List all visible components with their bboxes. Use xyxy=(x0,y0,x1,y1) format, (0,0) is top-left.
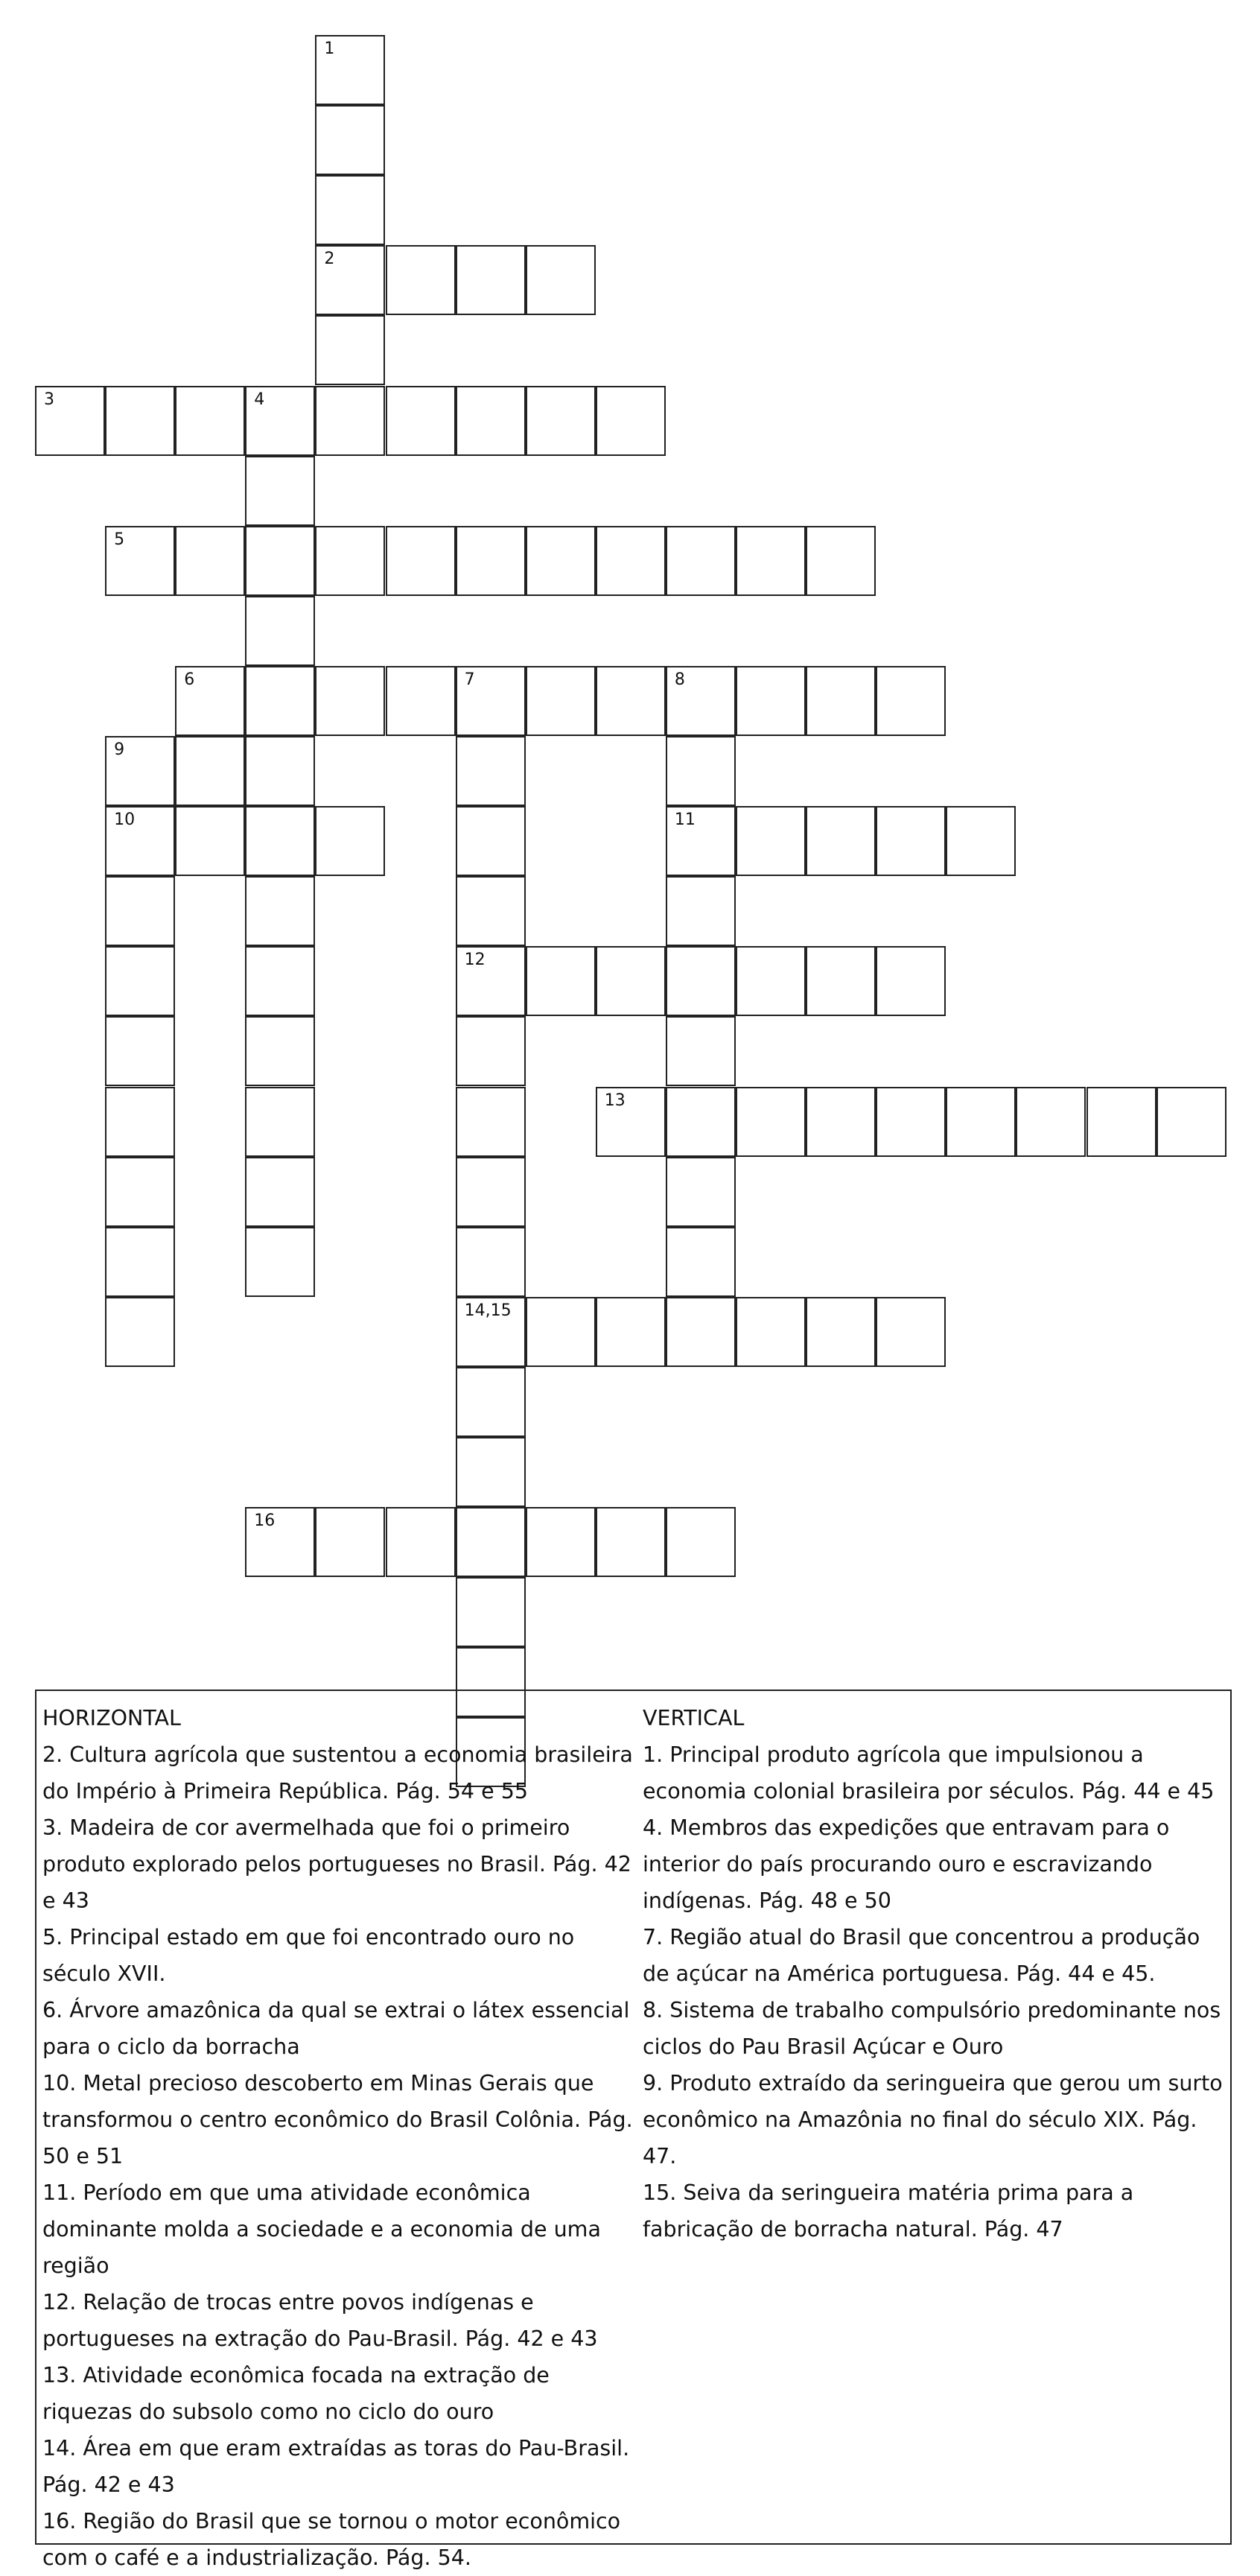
crossword-cell[interactable] xyxy=(456,946,526,1016)
crossword-cell[interactable] xyxy=(876,806,946,876)
crossword-cell[interactable] xyxy=(105,876,175,946)
clue-number: 5 xyxy=(114,530,125,549)
crossword-cell[interactable] xyxy=(315,245,385,315)
crossword-cell[interactable] xyxy=(456,1227,526,1297)
crossword-cell[interactable] xyxy=(315,386,385,456)
crossword-cell[interactable] xyxy=(806,1087,876,1157)
clue-number: 10 xyxy=(114,810,136,830)
clue-number: 16 xyxy=(254,1511,276,1531)
crossword-cell[interactable] xyxy=(456,526,526,596)
clue-h-16: 16. Região do Brasil que se tornou o motor econômico com o café e a industrialização. Pág. 54. xyxy=(42,2509,621,2570)
clue-v-1: 1. Principal produto agrícola que impulsionou a economia colonial brasileira por séculos. Pág. 44 e 45 xyxy=(643,1742,1215,1803)
crossword-cell[interactable] xyxy=(666,526,736,596)
crossword-cell[interactable] xyxy=(245,806,315,876)
crossword-cell[interactable] xyxy=(1156,1087,1226,1157)
crossword-cell[interactable] xyxy=(526,526,596,596)
crossword-cell[interactable] xyxy=(245,386,315,456)
crossword-cell[interactable] xyxy=(105,1087,175,1157)
clue-v-4: 4. Membros das expedições que entravam para o interior do país procurando ouro e escravizando indígenas. Pág. 48 e 50 xyxy=(643,1815,1170,1913)
crossword-cell[interactable] xyxy=(386,526,456,596)
crossword-cell[interactable] xyxy=(105,1157,175,1227)
clue-v-8: 8. Sistema de trabalho compulsório predominante nos ciclos do Pau Brasil Açúcar e Ouro xyxy=(643,1998,1221,2059)
crossword-cell[interactable] xyxy=(105,946,175,1016)
vertical-clues xyxy=(643,1700,1231,2247)
clue-h-11: 11. Período em que uma atividade econômica dominante molda a sociedade e a economia de uma região xyxy=(42,2180,601,2278)
crossword-cell[interactable] xyxy=(105,1227,175,1297)
crossword-cell[interactable] xyxy=(386,1507,456,1577)
crossword-cell[interactable] xyxy=(175,736,245,806)
crossword-cell[interactable] xyxy=(596,526,666,596)
crossword-cell[interactable] xyxy=(666,1507,736,1577)
crossword-cell[interactable] xyxy=(666,1297,736,1367)
crossword-cell[interactable] xyxy=(245,526,315,596)
crossword-cell[interactable] xyxy=(456,1437,526,1507)
crossword-cell[interactable] xyxy=(876,666,946,736)
crossword-cell[interactable] xyxy=(526,1507,596,1577)
crossword-cell[interactable] xyxy=(596,666,666,736)
crossword-cell[interactable] xyxy=(526,245,596,315)
crossword-cell[interactable] xyxy=(456,736,526,806)
crossword-cell[interactable] xyxy=(736,666,806,736)
crossword-cell[interactable] xyxy=(596,1297,666,1367)
crossword-cell[interactable] xyxy=(105,806,175,876)
crossword-cell[interactable] xyxy=(386,386,456,456)
crossword-cell[interactable] xyxy=(806,526,876,596)
crossword-cell[interactable] xyxy=(736,1087,806,1157)
clue-number: 2 xyxy=(324,250,335,269)
crossword-cell[interactable] xyxy=(105,386,175,456)
crossword-cell[interactable] xyxy=(666,876,736,946)
crossword-cell[interactable] xyxy=(175,526,245,596)
crossword-cell[interactable] xyxy=(736,1297,806,1367)
crossword-cell[interactable] xyxy=(245,876,315,946)
crossword-cell[interactable] xyxy=(666,736,736,806)
crossword-cell[interactable] xyxy=(1086,1087,1156,1157)
crossword-cell[interactable] xyxy=(105,526,175,596)
crossword-cell[interactable] xyxy=(876,946,946,1016)
crossword-cell[interactable] xyxy=(666,1227,736,1297)
crossword-cell[interactable] xyxy=(666,806,736,876)
crossword-cell[interactable] xyxy=(386,666,456,736)
vertical-title: VERTICAL xyxy=(643,1706,745,1730)
crossword-cell[interactable] xyxy=(946,1087,1016,1157)
crossword-cell[interactable] xyxy=(245,456,315,526)
crossword-cell[interactable] xyxy=(105,1016,175,1086)
crossword-cell[interactable] xyxy=(596,386,666,456)
crossword-cell[interactable] xyxy=(1016,1087,1086,1157)
crossword-cell[interactable] xyxy=(456,1157,526,1227)
horizontal-clues xyxy=(42,1700,638,2576)
crossword-cell[interactable] xyxy=(245,736,315,806)
crossword-cell[interactable] xyxy=(666,1016,736,1086)
crossword-cell[interactable] xyxy=(456,245,526,315)
clue-number: 12 xyxy=(464,951,486,970)
crossword-cell[interactable] xyxy=(456,1577,526,1647)
clue-h-12: 12. Relação de trocas entre povos indígenas e portugueses na extração do Pau-Brasil. Pág. 42 e 43 xyxy=(42,2290,598,2351)
crossword-cell[interactable] xyxy=(666,946,736,1016)
crossword-cell[interactable] xyxy=(526,1297,596,1367)
crossword-cell[interactable] xyxy=(245,946,315,1016)
clue-v-7: 7. Região atual do Brasil que concentrou a produção de açúcar na América portuguesa. Pág. 44 e 45. xyxy=(643,1925,1200,1986)
crossword-cell[interactable] xyxy=(806,1297,876,1367)
crossword-cell[interactable] xyxy=(315,526,385,596)
crossword-cell[interactable] xyxy=(175,666,245,736)
crossword-cell[interactable] xyxy=(666,1087,736,1157)
crossword-cell[interactable] xyxy=(946,806,1016,876)
crossword-cell[interactable] xyxy=(526,666,596,736)
clue-number: 11 xyxy=(674,810,696,830)
crossword-cell[interactable] xyxy=(736,946,806,1016)
crossword-cell[interactable] xyxy=(245,1016,315,1086)
crossword-cell[interactable] xyxy=(806,806,876,876)
crossword-cell[interactable] xyxy=(456,386,526,456)
crossword-cell[interactable] xyxy=(245,1157,315,1227)
crossword-cell[interactable] xyxy=(315,666,385,736)
clue-h-13: 13. Atividade econômica focada na extração de riquezas do subsolo como no ciclo do ouro xyxy=(42,2363,550,2424)
crossword-cell[interactable] xyxy=(456,1087,526,1157)
crossword-cell[interactable] xyxy=(806,666,876,736)
crossword-cell[interactable] xyxy=(245,666,315,736)
crossword-cell[interactable] xyxy=(315,315,385,385)
crossword-cell[interactable] xyxy=(315,175,385,245)
crossword-cell[interactable] xyxy=(175,386,245,456)
horizontal-title: HORIZONTAL xyxy=(42,1706,181,1730)
clue-h-14: 14. Área em que eram extraídas as toras do Pau-Brasil. Pág. 42 e 43 xyxy=(42,2436,630,2497)
crossword-cell[interactable] xyxy=(666,666,736,736)
crossword-cell[interactable] xyxy=(245,1507,315,1577)
clue-number: 9 xyxy=(114,740,125,759)
crossword-cell[interactable] xyxy=(736,526,806,596)
crossword-cell[interactable] xyxy=(175,806,245,876)
clue-h-6: 6. Árvore amazônica da qual se extrai o látex essencial para o ciclo da borracha xyxy=(42,1998,630,2059)
crossword-cell[interactable] xyxy=(596,1087,666,1157)
clue-number: 3 xyxy=(44,390,54,409)
crossword-cell[interactable] xyxy=(245,1087,315,1157)
crossword-cell[interactable] xyxy=(245,1227,315,1297)
clues-box xyxy=(35,1690,1232,2570)
crossword-cell[interactable] xyxy=(456,806,526,876)
crossword-cell[interactable] xyxy=(456,1367,526,1437)
crossword-cell[interactable] xyxy=(456,1016,526,1086)
crossword-cell[interactable] xyxy=(315,105,385,175)
crossword-cell[interactable] xyxy=(456,666,526,736)
crossword-cell[interactable] xyxy=(456,1507,526,1577)
crossword-cell[interactable] xyxy=(526,946,596,1016)
clue-number: 7 xyxy=(464,670,475,689)
crossword-cell[interactable] xyxy=(806,946,876,1016)
crossword-cell[interactable] xyxy=(245,596,315,666)
crossword-cell[interactable] xyxy=(105,736,175,806)
crossword-cell[interactable] xyxy=(526,386,596,456)
crossword-cell[interactable] xyxy=(666,1157,736,1227)
clue-h-2: 2. Cultura agrícola que sustentou a economia brasileira do Império à Primeira República. Pág. 54 e 55 xyxy=(42,1742,633,1803)
clue-number: 8 xyxy=(674,670,685,689)
crossword-cell[interactable] xyxy=(315,35,385,105)
crossword-cell[interactable] xyxy=(315,1507,385,1577)
crossword-cell[interactable] xyxy=(736,806,806,876)
crossword-cell[interactable] xyxy=(315,806,385,876)
clue-number: 13 xyxy=(604,1091,626,1110)
clue-number: 4 xyxy=(254,390,265,409)
clue-h-3: 3. Madeira de cor avermelhada que foi o primeiro produto explorado pelos portugueses no Brasil. Pág. 42 e 43 xyxy=(42,1815,631,1913)
crossword-cell[interactable] xyxy=(456,1297,526,1367)
clue-number: 14,15 xyxy=(464,1301,512,1320)
clue-h-5: 5. Principal estado em que foi encontrado ouro no século XVII. xyxy=(42,1925,575,1986)
crossword-cell[interactable] xyxy=(386,245,456,315)
crossword-cell[interactable] xyxy=(456,876,526,946)
crossword-cell[interactable] xyxy=(35,386,105,456)
clue-h-10: 10. Metal precioso descoberto em Minas Gerais que transformou o centro econômico do Brasil Colônia. Pág. 50 e 51 xyxy=(42,2071,633,2169)
clue-v-15: 15. Seiva da seringueira matéria prima para a fabricação de borracha natural. Pág. 47 xyxy=(643,2180,1134,2242)
clue-v-9: 9. Produto extraído da seringueira que gerou um surto econômico na Amazônia no final do século XIX. Pág. 47. xyxy=(643,2071,1223,2169)
crossword-cell[interactable] xyxy=(876,1297,946,1367)
crossword-cell[interactable] xyxy=(876,1087,946,1157)
crossword-cell[interactable] xyxy=(596,946,666,1016)
clue-number: 1 xyxy=(324,39,335,58)
crossword-cell[interactable] xyxy=(596,1507,666,1577)
crossword-cell[interactable] xyxy=(105,1297,175,1367)
clue-number: 6 xyxy=(184,670,195,689)
